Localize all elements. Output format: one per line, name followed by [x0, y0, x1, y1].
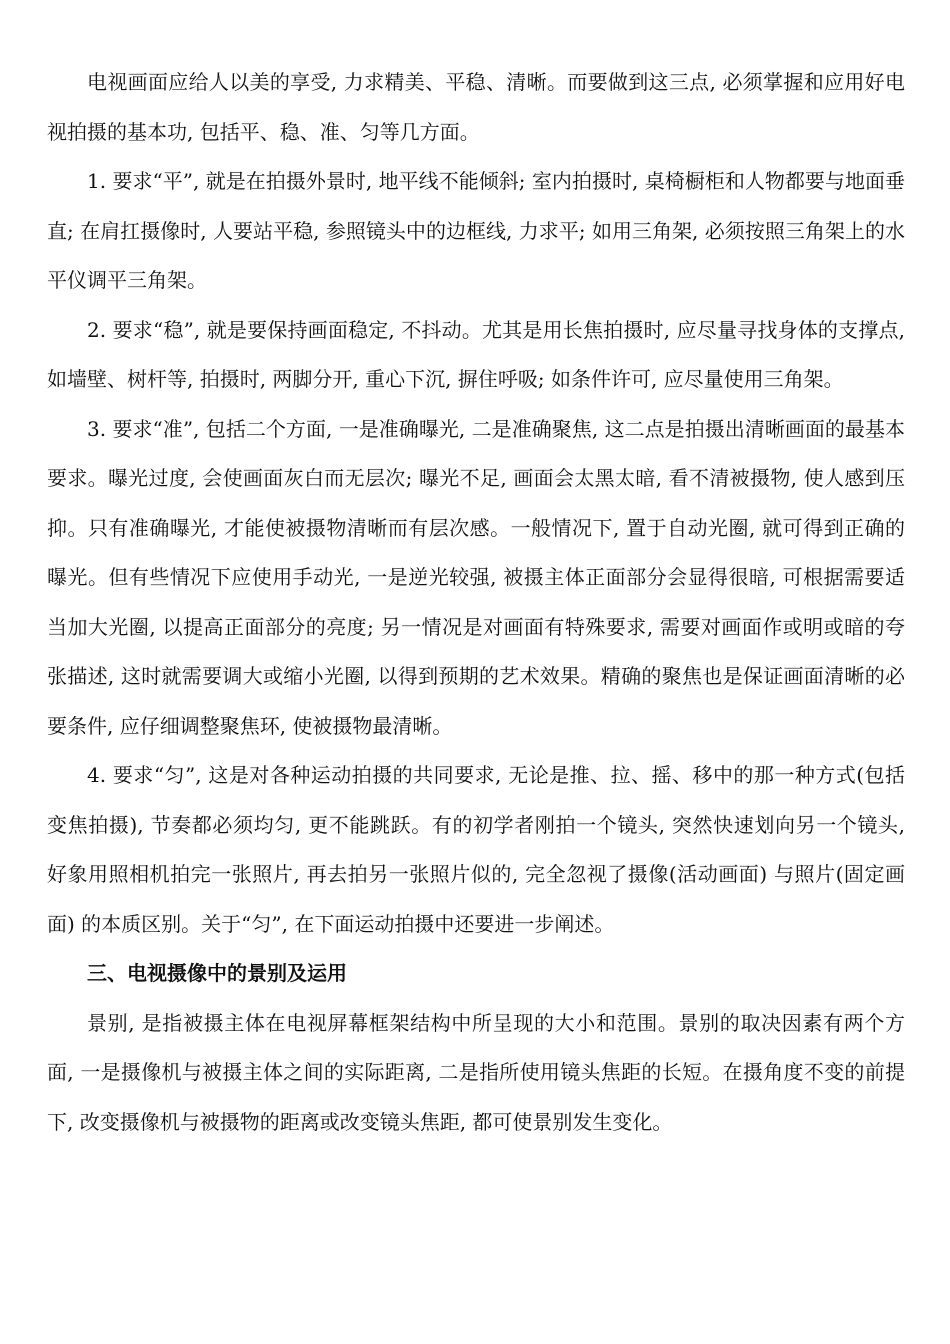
paragraph-intro: 电视画面应给人以美的享受, 力求精美、平稳、清晰。而要做到这三点, 必须掌握和应用好电视拍摄的基本功, 包括平、稳、准、匀等几方面。 — [47, 70, 905, 144]
document-page — [47, 58, 905, 1147]
paragraph-stable: 2. 要求“稳”, 就是要保持画面稳定, 不抖动。尤其是用长焦拍摄时, 应尽量寻找身体的支撑点, 如墙壁、树杆等, 拍摄时, 两脚分开, 重心下沉, 摒住呼吸; 如条件许可, 应尽量使用三角架。 — [47, 317, 905, 391]
paragraph-even: 4. 要求“匀”, 这是对各种运动拍摄的共同要求, 无论是推、拉、摇、移中的那一种方式(包括变焦拍摄), 节奏都必须均匀, 更不能跳跃。有的初学者刚拍一个镜头, 突然快速划向另一个镜头, 好象用照相机拍完一张照片, 再去拍另一张照片似的, 完全忽视了摄像(活动画面) 与照片(固定画面) 的本质区别。关于“匀”, 在下面运动拍摄中还要进一步阐述。 — [47, 763, 905, 936]
section-heading: 三、电视摄像中的景别及运用 — [87, 961, 347, 985]
paragraph-level: 1. 要求“平”, 就是在拍摄外景时, 地平线不能倾斜; 室内拍摄时, 桌椅橱柜和人物都要与地面垂直; 在肩扛摄像时, 人要站平稳, 参照镜头中的边框线, 力求平; 如用三角架, 必须按照三角架上的水平仪调平三角架。 — [47, 169, 905, 292]
paragraph-accurate: 3. 要求“准”, 包括二个方面, 一是准确曝光, 二是准确聚焦, 这二点是拍摄出清晰画面的最基本要求。曝光过度, 会使画面灰白而无层次; 曝光不足, 画面会太黑太暗, 看不清被摄物, 使人感到压抑。只有准确曝光, 才能使被摄物清晰而有层次感。一般情况下, 置于自动光圈, 就可得到正确的曝光。但有些情况下应使用手动光, 一是逆光较强, 被摄主体正面部分会显得很暗, 可根据需要适当加大光圈, 以提高正面部分的亮度; 另一情况是对画面有特殊要求, 需要对画面作或明或暗的夸张描述, 这时就需要调大或缩小光圈, 以得到预期的艺术效果。精确的聚焦也是保证画面清晰的必要条件, 应仔细调整聚焦环, 使被摄物最清晰。 — [47, 416, 905, 738]
paragraph-shot-size: 景别, 是指被摄主体在电视屏幕框架结构中所呈现的大小和范围。景别的取决因素有两个方面, 一是摄像机与被摄主体之间的实际距离, 二是指所使用镜头焦距的长短。在摄角度不变的前提下, 改变摄像机与被摄物的距离或改变镜头焦距, 都可使景别发生变化。 — [47, 1010, 905, 1134]
